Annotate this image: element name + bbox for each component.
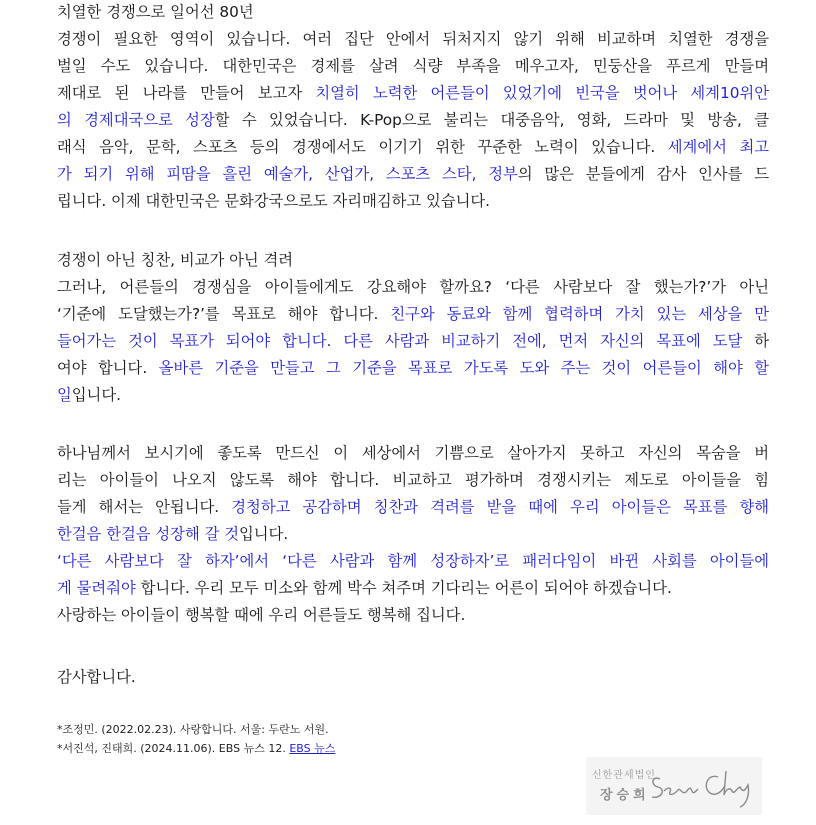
paragraph-line: [57, 328, 769, 355]
section-1: [57, 0, 769, 215]
text-span: 입니다.: [239, 525, 289, 543]
text-span: 입니다.: [71, 386, 121, 404]
paragraph-line: 벌일 수도 있습니다. 대한민국은 경제를 살려 식량 부족을 메우고자, 민둥산을 푸르게 만들며: [57, 57, 769, 75]
highlighted-text: 올바른 기준을 만들고 그 기준을 목표로 가도록 도와 주는 것이 어른들이 해야 할: [158, 359, 769, 377]
text-span: 합니다. 우리 모두 미소와 함께 박수 쳐주며 기다리는 어른이 되어야 하겠습니다.: [135, 579, 672, 597]
paragraph-line: [57, 382, 769, 409]
paragraph-line: [57, 107, 769, 134]
paragraph-line: [57, 80, 769, 107]
paragraph-line: [57, 134, 769, 161]
highlighted-text: 경청하고 공감하며 칭찬과 격려를 받을 때에 우리 아이들은 목표를 향해: [231, 498, 769, 516]
signature-org: 신한관세법인: [592, 770, 656, 781]
paragraph-line: 리는 아이들이 나오지 않도록 해야 합니다. 비교하고 평가하며 경쟁시키는 제도로 아이들을 힘: [57, 471, 769, 489]
text-span: 들게 해서는 안됩니다.: [57, 498, 232, 516]
text-span: 하: [742, 332, 769, 350]
paragraph-line: 하나님께서 보시기에 좋도록 만드신 이 세상에서 기쁨으로 살아가지 못하고 자신의 목숨을 버: [57, 444, 769, 462]
closing-text: 감사합니다.: [57, 668, 136, 686]
text-span: 의 많은 분들에게 감사 인사를 드: [517, 165, 769, 183]
paragraph-line: [57, 521, 769, 548]
ebs-news-link[interactable]: EBS 뉴스: [289, 742, 336, 755]
footnote-1: *조정민. (2022.02.23). 사랑합니다. 서울: 두란노 서원.: [57, 723, 329, 736]
text-span: 할 수 있었습니다. K-Pop으로 불리는 대중음악, 영화, 드라마 및 방송, 클: [214, 111, 769, 129]
paragraph-line: [57, 161, 769, 188]
section-2: [57, 247, 769, 409]
paragraph-line: [57, 301, 769, 328]
highlighted-text: 일: [57, 386, 72, 404]
text-span: ‘기준에 도달했는가?’를 목표로 해야 합니다.: [57, 305, 391, 323]
highlighted-text: 세계에서 최고: [667, 138, 769, 156]
highlighted-text: 치열히 노력한 어른들이 있었기에 빈국을 벗어나 세계10위안: [315, 84, 769, 102]
section-heading: 경쟁이 아닌 칭찬, 비교가 아닌 격려: [57, 251, 294, 269]
footnote-2: [57, 741, 335, 757]
highlighted-text: 들어가는 것이 목표가 되어야 합니다. 다른 사람과 비교하기 전에, 먼저 자신의 목표에 도달: [57, 332, 743, 350]
text-span: 여야 합니다.: [57, 359, 159, 377]
text-span: 래식 음악, 문학, 스포츠 등의 경쟁에서도 이기기 위한 꾸준한 노력이 있습니다.: [57, 138, 668, 156]
paragraph-line: [57, 494, 769, 521]
highlighted-text: 가 되기 위해 피땀을 흘린 예술가, 산업가, 스포츠 스타, 정부: [57, 165, 518, 183]
closing: [57, 664, 769, 691]
paragraph-line: 그러나, 어른들의 경쟁심을 아이들에게도 강요해야 할까요? ‘다른 사람보다 잘 했는가?’가 아닌: [57, 278, 769, 296]
paragraph-line: 사랑하는 아이들이 행복할 때에 우리 어른들도 행복해 집니다.: [57, 606, 466, 624]
handwritten-signature-icon: [646, 761, 758, 811]
paragraph-line: 경쟁이 필요한 영역이 있습니다. 여러 집단 안에서 뒤처지지 않기 위해 비교하며 치열한 경쟁을: [57, 30, 769, 48]
paragraph-line: ‘다른 사람보다 잘 하자’에서 ‘다른 사람과 함께 성장하자’로 패러다임이 바뀐 사회를 아이들에: [57, 552, 769, 570]
footnote-text: *서진석, 진태희. (2024.11.06). EBS 뉴스 12.: [57, 742, 290, 755]
section-3: [57, 440, 769, 629]
signature-image: [586, 757, 762, 815]
highlighted-text: 한걸음 한걸음 성장해 갈 것: [57, 525, 239, 543]
text-span: 제대로 된 나라를 만들어 보고자: [57, 84, 316, 102]
signature-name: 장승희: [600, 788, 650, 803]
paragraph-line: [57, 355, 769, 382]
paragraph-line: 립니다. 이제 대한민국은 문화강국으로도 자리매김하고 있습니다.: [57, 192, 491, 210]
highlighted-text: 친구와 동료와 함께 협력하며 가치 있는 세상을 만: [390, 305, 769, 323]
paragraph-line: [57, 575, 769, 602]
section-heading: 치열한 경쟁으로 일어선 80년: [57, 3, 254, 21]
highlighted-text: 게 물려줘야: [57, 579, 136, 597]
highlighted-text: 의 경제대국으로 성장: [57, 111, 215, 129]
